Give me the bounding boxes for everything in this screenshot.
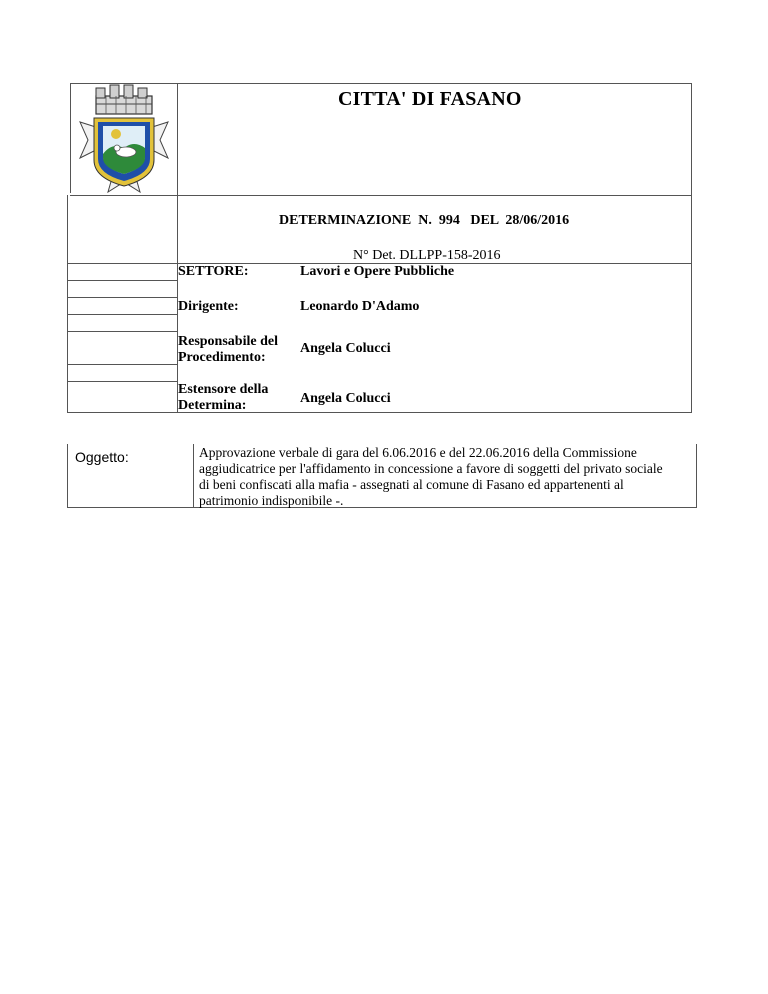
left-row-line-6 (67, 381, 177, 382)
oggetto-line-3: di beni confiscati alla mafia - assegnati al comune di Fasano ed appartenenti al (199, 477, 624, 492)
left-row-line-2 (67, 297, 177, 298)
responsabile-label-line1: Responsabile del (178, 334, 278, 349)
determination-number: N° Det. DLLPP-158-2016 (353, 248, 501, 263)
crest-emblem (72, 82, 176, 194)
responsabile-label-line2: Procedimento: (178, 350, 266, 365)
responsabile-label (178, 334, 278, 366)
estensore-label-line2: Determina: (178, 398, 247, 413)
determination-heading: DETERMINAZIONE N. 994 DEL 28/06/2016 (279, 213, 570, 228)
settore-value: Lavori e Opere Pubbliche (300, 264, 455, 279)
estensore-label-line1: Estensore della (178, 382, 269, 397)
left-row-line-3 (67, 314, 177, 315)
coat-of-arms-icon (72, 82, 176, 194)
left-row-line-1 (67, 280, 177, 281)
oggetto-label: Oggetto: (75, 449, 129, 465)
oggetto-line-4: patrimonio indisponibile -. (199, 493, 344, 508)
header-left-border (70, 83, 71, 193)
left-row-line-5 (67, 364, 177, 365)
dirigente-label: Dirigente: (178, 299, 239, 314)
oggetto-line-1: Approvazione verbale di gara del 6.06.2016 e del 22.06.2016 della Commissione (199, 445, 637, 460)
table-bottom-border (67, 412, 692, 413)
oggetto-divider (193, 444, 194, 508)
header-right-border (691, 83, 692, 413)
oggetto-text (199, 445, 699, 509)
dirigente-value: Leonardo D'Adamo (300, 299, 420, 314)
estensore-label (178, 382, 268, 414)
oggetto-line-2: aggiudicatrice per l'affidamento in concessione a favore di soggetti del privato sociale (199, 461, 663, 476)
oggetto-left-border (67, 444, 68, 508)
settore-label: SETTORE: (178, 264, 249, 279)
responsabile-value: Angela Colucci (300, 341, 391, 356)
header-mid-border (70, 195, 692, 196)
city-title: CITTA' DI FASANO (338, 88, 522, 110)
left-row-line-4 (67, 331, 177, 332)
estensore-value: Angela Colucci (300, 391, 391, 406)
